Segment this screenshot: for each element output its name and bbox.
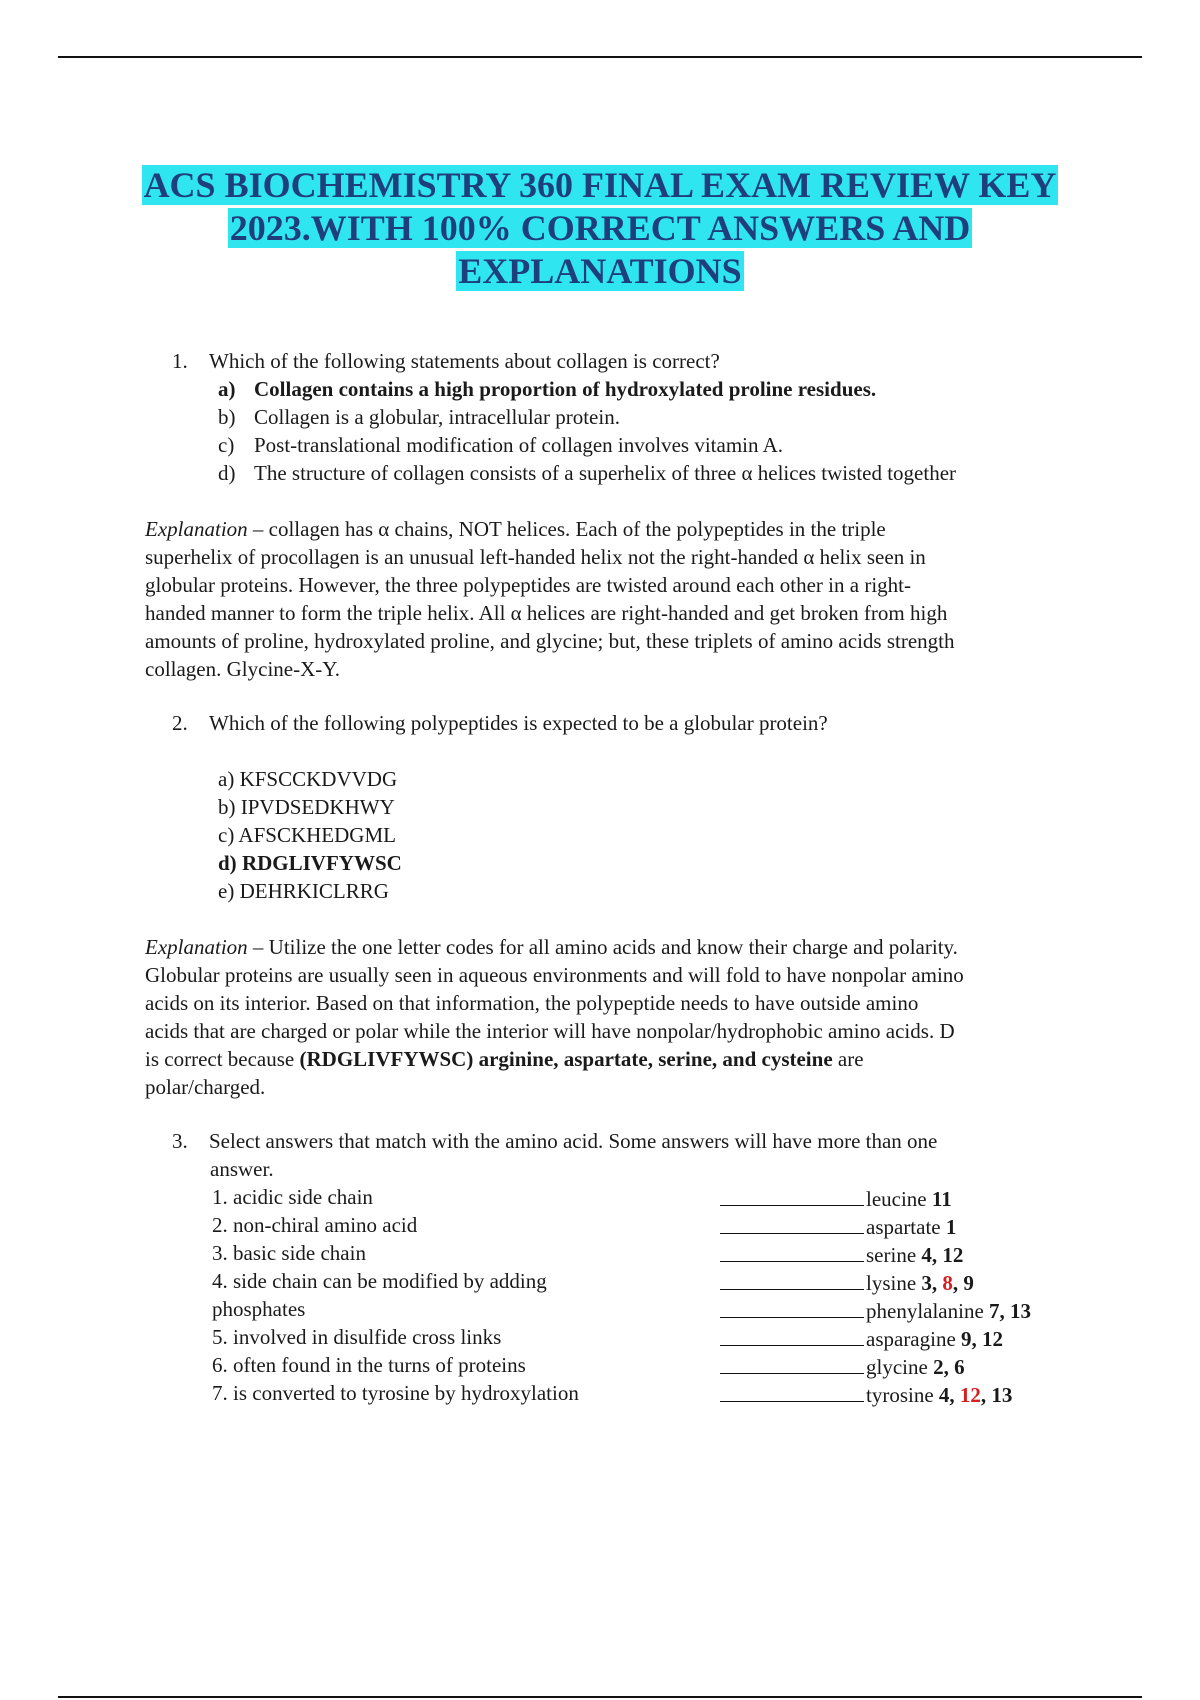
- top-rule: [58, 56, 1142, 58]
- question-text: Which of the following statements about collagen is correct?: [209, 349, 720, 373]
- question-number: 1.: [172, 349, 188, 373]
- q1-option-c: c) Post-translational modification of collagen involves vitamin A.: [218, 433, 783, 457]
- q2-option-a: a) KFSCCKDVVDG: [218, 767, 398, 791]
- question-number: 2.: [172, 711, 188, 735]
- match-item-6: 6. often found in the turns of proteins: [212, 1353, 526, 1377]
- match-lysine: lysine 3, 8, 9: [720, 1267, 974, 1297]
- match-item-1: 1. acidic side chain: [212, 1185, 373, 1209]
- answer-blank: [720, 1239, 864, 1262]
- question-text: Which of the following polypeptides is expected to be a globular protein?: [209, 711, 828, 735]
- match-item-2: 2. non-chiral amino acid: [212, 1213, 418, 1237]
- match-item-4: 4. side chain can be modified by adding: [212, 1269, 547, 1293]
- title-line-2: 2023.WITH 100% CORRECT ANSWERS AND: [229, 208, 971, 248]
- question-text-continued: answer.: [210, 1157, 274, 1181]
- answer-blank: [720, 1295, 864, 1318]
- match-glycine: glycine 2, 6: [720, 1351, 965, 1381]
- match-phenylalanine: phenylalanine 7, 13: [720, 1295, 1031, 1325]
- q1-explanation: Explanation – collagen has α chains, NOT helices. Each of the polypeptides in the triple superhelix of procollagen is an unusual left-handed helix not the right-handed α helix seen in globular proteins. However, the three polypeptides are twisted around each other in a right- handed manner to form the triple helix. All α helices are right-handed and get broken from high amounts of proline, hydroxylated proline, and glycine; but, these triplets of amino acids strength collagen. Glycine-X-Y.: [145, 517, 955, 681]
- match-item-5: 5. involved in disulfide cross links: [212, 1325, 502, 1349]
- match-asparagine: asparagine 9, 12: [720, 1323, 1003, 1353]
- q2-option-e: e) DEHRKICLRRG: [218, 879, 389, 903]
- answer-blank: [720, 1211, 864, 1234]
- q1-option-b: b) Collagen is a globular, intracellular protein.: [218, 405, 620, 429]
- bottom-rule: [58, 1696, 1142, 1698]
- answer-blank: [720, 1183, 864, 1206]
- q1-option-a: a) Collagen contains a high proportion of hydroxylated proline residues.: [218, 377, 877, 401]
- q1-option-d: d) The structure of collagen consists of a superhelix of three α helices twisted together: [218, 461, 957, 485]
- explanation-label: Explanation: [145, 935, 248, 959]
- q2-explanation: Explanation – Utilize the one letter codes for all amino acids and know their charge and polarity. Globular proteins are usually seen in aqueous environments and will fold to have nonpolar amino acids on its interior. Based on that information, the polypeptide needs to have outside amino acids that are charged or polar while the interior will have nonpolar/hydrophobic amino acids. D is correct because (RDGLIVFYWSC) arginine, aspartate, serine, and cysteine are polar/charged.: [145, 935, 964, 1099]
- question-text: Select answers that match with the amino acid. Some answers will have more than one: [209, 1129, 938, 1153]
- explanation-label: Explanation: [145, 517, 248, 541]
- q2-option-c: c) AFSCKHEDGML: [218, 823, 396, 847]
- match-aspartate: aspartate 1: [720, 1211, 956, 1241]
- match-leucine: leucine 11: [720, 1183, 952, 1213]
- match-item-3: 3. basic side chain: [212, 1241, 366, 1265]
- document-title: [0, 164, 1200, 293]
- title-line-3: EXPLANATIONS: [458, 251, 742, 291]
- answer-blank: [720, 1351, 864, 1374]
- match-serine: serine 4, 12: [720, 1239, 963, 1269]
- q2-option-d: d) RDGLIVFYWSC: [218, 851, 402, 875]
- title-line-1: ACS BIOCHEMISTRY 360 FINAL EXAM REVIEW KEY: [143, 165, 1057, 205]
- q2-option-b: b) IPVDSEDKHWY: [218, 795, 395, 819]
- match-item-4-continued: phosphates: [212, 1297, 306, 1321]
- match-item-7: 7. is converted to tyrosine by hydroxylation: [212, 1381, 579, 1405]
- question-number: 3.: [172, 1129, 188, 1153]
- answer-blank: [720, 1323, 864, 1346]
- match-tyrosine: tyrosine 4, 12, 13: [720, 1379, 1012, 1409]
- answer-blank: [720, 1267, 864, 1290]
- answer-blank: [720, 1379, 864, 1402]
